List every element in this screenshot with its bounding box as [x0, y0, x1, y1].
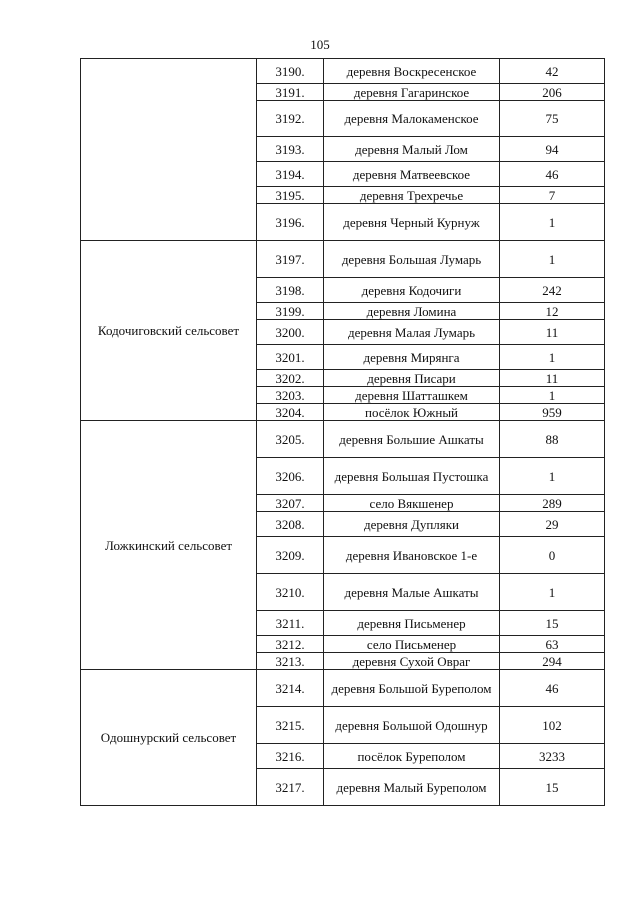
- settlement-name-cell: деревня Малые Ашкаты: [324, 574, 500, 611]
- population-cell: 1: [500, 241, 605, 278]
- row-number-cell: 3207.: [257, 495, 324, 512]
- row-number-cell: 3203.: [257, 387, 324, 404]
- population-cell: 3233: [500, 744, 605, 769]
- population-cell: 102: [500, 707, 605, 744]
- row-number-cell: 3215.: [257, 707, 324, 744]
- settlement-name-cell: деревня Ломина: [324, 303, 500, 320]
- row-number-cell: 3205.: [257, 421, 324, 458]
- population-cell: 75: [500, 101, 605, 137]
- row-number-cell: 3217.: [257, 769, 324, 806]
- table-row: [81, 241, 605, 278]
- row-number-cell: 3194.: [257, 162, 324, 187]
- population-cell: 1: [500, 574, 605, 611]
- population-cell: 46: [500, 670, 605, 707]
- population-cell: 11: [500, 370, 605, 387]
- settlement-name-cell: деревня Большая Пустошка: [324, 458, 500, 495]
- settlement-name-cell: деревня Большая Лумарь: [324, 241, 500, 278]
- row-number-cell: 3204.: [257, 404, 324, 421]
- settlement-name-cell: деревня Малый Лом: [324, 137, 500, 162]
- row-number-cell: 3201.: [257, 345, 324, 370]
- row-number-cell: 3211.: [257, 611, 324, 636]
- population-cell: 1: [500, 458, 605, 495]
- row-number-cell: 3199.: [257, 303, 324, 320]
- settlement-name-cell: деревня Большой Буреполом: [324, 670, 500, 707]
- settlement-name-cell: посёлок Южный: [324, 404, 500, 421]
- row-number-cell: 3210.: [257, 574, 324, 611]
- table-row: [81, 421, 605, 458]
- population-cell: 42: [500, 59, 605, 84]
- row-number-cell: 3214.: [257, 670, 324, 707]
- table-row: [81, 670, 605, 707]
- municipality-cell: [81, 59, 257, 241]
- population-cell: 959: [500, 404, 605, 421]
- population-cell: 15: [500, 611, 605, 636]
- population-cell: 7: [500, 187, 605, 204]
- population-cell: 15: [500, 769, 605, 806]
- settlement-name-cell: деревня Шатташкем: [324, 387, 500, 404]
- settlement-name-cell: село Вякшенер: [324, 495, 500, 512]
- row-number-cell: 3196.: [257, 204, 324, 241]
- municipality-cell: Ложкинский сельсовет: [81, 421, 257, 670]
- settlement-name-cell: посёлок Буреполом: [324, 744, 500, 769]
- settlement-name-cell: деревня Воскресенское: [324, 59, 500, 84]
- population-cell: 242: [500, 278, 605, 303]
- page-number: 105: [310, 37, 330, 52]
- population-cell: 206: [500, 84, 605, 101]
- row-number-cell: 3200.: [257, 320, 324, 345]
- settlement-name-cell: деревня Матвеевское: [324, 162, 500, 187]
- population-cell: 1: [500, 204, 605, 241]
- settlement-name-cell: деревня Большой Одошнур: [324, 707, 500, 744]
- settlement-name-cell: деревня Черный Курнуж: [324, 204, 500, 241]
- row-number-cell: 3191.: [257, 84, 324, 101]
- row-number-cell: 3202.: [257, 370, 324, 387]
- settlement-name-cell: деревня Малокаменское: [324, 101, 500, 137]
- row-number-cell: 3216.: [257, 744, 324, 769]
- population-cell: 1: [500, 387, 605, 404]
- row-number-cell: 3190.: [257, 59, 324, 84]
- settlement-name-cell: село Письменер: [324, 636, 500, 653]
- population-cell: 1: [500, 345, 605, 370]
- settlement-name-cell: деревня Ивановское 1-е: [324, 537, 500, 574]
- population-cell: 12: [500, 303, 605, 320]
- settlement-name-cell: деревня Кодочиги: [324, 278, 500, 303]
- population-cell: 11: [500, 320, 605, 345]
- population-cell: 29: [500, 512, 605, 537]
- row-number-cell: 3192.: [257, 101, 324, 137]
- settlement-name-cell: деревня Малая Лумарь: [324, 320, 500, 345]
- settlement-name-cell: деревня Писари: [324, 370, 500, 387]
- population-cell: 289: [500, 495, 605, 512]
- population-cell: 46: [500, 162, 605, 187]
- table-row: [81, 59, 605, 84]
- settlement-name-cell: деревня Малый Бурeполом: [324, 769, 500, 806]
- population-cell: 88: [500, 421, 605, 458]
- row-number-cell: 3209.: [257, 537, 324, 574]
- municipality-cell: Кодочиговский сельсовет: [81, 241, 257, 421]
- row-number-cell: 3193.: [257, 137, 324, 162]
- municipality-cell: Одошнурский сельсовет: [81, 670, 257, 806]
- population-cell: 63: [500, 636, 605, 653]
- settlement-name-cell: деревня Трехречье: [324, 187, 500, 204]
- settlement-name-cell: деревня Гагаринское: [324, 84, 500, 101]
- settlements-table: [80, 58, 605, 806]
- population-cell: 94: [500, 137, 605, 162]
- settlement-name-cell: деревня Письменер: [324, 611, 500, 636]
- population-cell: 294: [500, 653, 605, 670]
- row-number-cell: 3197.: [257, 241, 324, 278]
- settlement-name-cell: деревня Сухой Овраг: [324, 653, 500, 670]
- settlement-name-cell: деревня Мирянга: [324, 345, 500, 370]
- row-number-cell: 3212.: [257, 636, 324, 653]
- row-number-cell: 3206.: [257, 458, 324, 495]
- row-number-cell: 3213.: [257, 653, 324, 670]
- settlement-name-cell: деревня Большие Ашкаты: [324, 421, 500, 458]
- population-cell: 0: [500, 537, 605, 574]
- settlement-name-cell: деревня Дупляки: [324, 512, 500, 537]
- row-number-cell: 3208.: [257, 512, 324, 537]
- row-number-cell: 3198.: [257, 278, 324, 303]
- row-number-cell: 3195.: [257, 187, 324, 204]
